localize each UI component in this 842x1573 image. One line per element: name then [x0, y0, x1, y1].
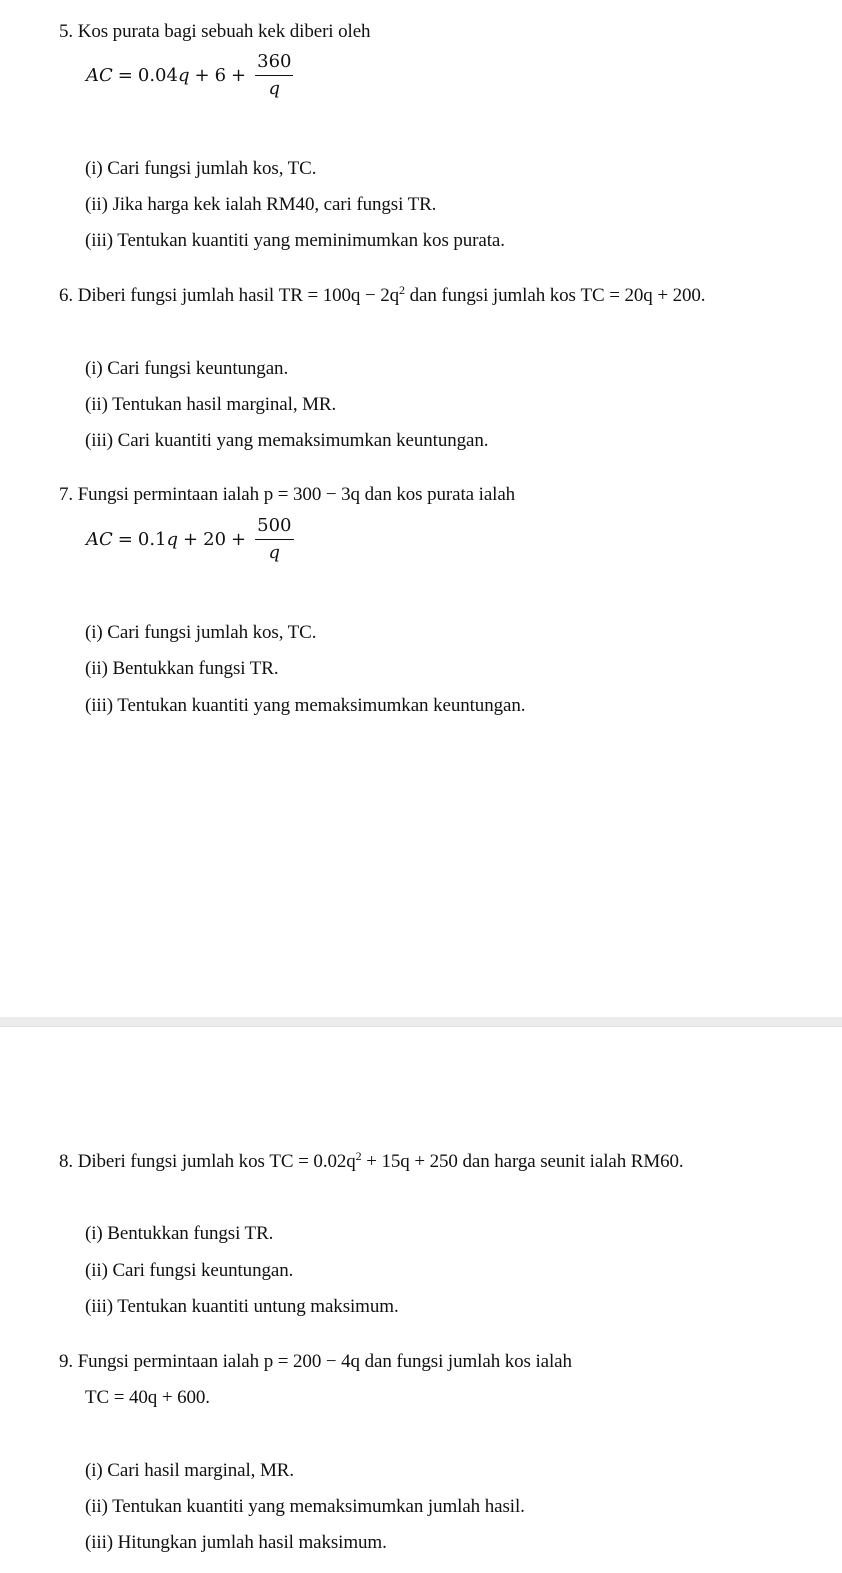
question-text: dan harga seunit ialah RM60. — [457, 1151, 684, 1172]
question-5-part-ii: (ii) Jika harga kek ialah RM40, cari fungsi TR. — [85, 194, 437, 215]
question-9-part-ii: (ii) Tentukan kuantiti yang memaksimumkan jumlah hasil. — [85, 1496, 525, 1517]
fraction-numerator: 500 — [255, 516, 293, 540]
question-text: dan fungsi jumlah kos ialah — [359, 1351, 572, 1372]
question-number: 5. — [59, 21, 74, 42]
question-text: dan fungsi jumlah kos — [404, 285, 581, 306]
page-break-separator — [0, 1017, 842, 1027]
eq-coefficient: 0.1 — [137, 529, 167, 550]
eq-coefficient: 0.04 — [137, 65, 178, 86]
question-number: 9. — [59, 1351, 74, 1372]
eq-plus: + — [231, 529, 247, 550]
question-7-part-i: (i) Cari fungsi jumlah kos, TC. — [85, 622, 317, 643]
eq-constant: 6 — [214, 65, 227, 86]
question-8-part-iii: (iii) Tentukan kuantiti untung maksimum. — [85, 1296, 399, 1317]
fraction-numerator: 360 — [255, 52, 293, 76]
eq-plus: + — [183, 529, 199, 550]
question-text: Fungsi permintaan ialah — [77, 1351, 264, 1372]
demand-formula: p = 300 − 3q — [263, 484, 360, 505]
eq-lhs: AC — [86, 529, 113, 550]
question-text: Kos purata bagi sebuah kek diberi oleh — [77, 21, 371, 42]
question-number: 7. — [59, 484, 74, 505]
question-5-part-i: (i) Cari fungsi jumlah kos, TC. — [85, 158, 317, 179]
fraction-denominator: q — [268, 78, 281, 99]
question-5-equation — [86, 52, 293, 99]
question-6-part-iii: (iii) Cari kuantiti yang memaksimumkan keuntungan. — [85, 430, 489, 451]
eq-plus: + — [194, 65, 210, 86]
question-9-stem — [59, 1351, 572, 1373]
question-number: 6. — [59, 285, 74, 306]
question-6-part-ii: (ii) Tentukan hasil marginal, MR. — [85, 394, 337, 415]
question-text: dan kos purata ialah — [359, 484, 516, 505]
question-9-part-iii: (iii) Hitungkan jumlah hasil maksimum. — [85, 1532, 387, 1553]
eq-lhs: AC — [86, 65, 113, 86]
question-text: Diberi fungsi jumlah kos — [77, 1151, 270, 1172]
eq-equals: = — [117, 65, 133, 86]
question-8-part-i: (i) Bentukkan fungsi TR. — [85, 1223, 274, 1244]
eq-variable: q — [177, 65, 190, 86]
question-5-part-iii: (iii) Tentukan kuantiti yang meminimumkan kos purata. — [85, 230, 505, 251]
tc-formula: TC = 0.02q — [269, 1151, 356, 1172]
question-6-stem — [59, 285, 705, 307]
question-7-part-ii: (ii) Bentukkan fungsi TR. — [85, 658, 279, 679]
eq-fraction — [255, 516, 293, 563]
tc-formula-rest: + 15q + 250 — [361, 1151, 458, 1172]
question-8-stem — [59, 1151, 684, 1173]
question-9-tc-formula: TC = 40q + 600. — [85, 1387, 210, 1408]
question-5-stem — [59, 21, 370, 43]
document-page-2 — [0, 1027, 842, 1573]
eq-equals: = — [117, 529, 133, 550]
question-7-stem — [59, 484, 515, 506]
question-9-part-i: (i) Cari hasil marginal, MR. — [85, 1460, 294, 1481]
question-7-part-iii: (iii) Tentukan kuantiti yang memaksimumkan keuntungan. — [85, 695, 526, 716]
eq-fraction — [255, 52, 293, 99]
tc-formula: TC = 20q + 200. — [580, 285, 706, 306]
eq-constant: 20 — [203, 529, 227, 550]
superscript: 2 — [355, 1149, 362, 1163]
question-text: Fungsi permintaan ialah — [77, 484, 264, 505]
superscript: 2 — [399, 283, 405, 297]
question-8-part-ii: (ii) Cari fungsi keuntungan. — [85, 1260, 294, 1281]
tr-formula: TR = 100q − 2q — [278, 285, 400, 306]
question-number: 8. — [59, 1151, 74, 1172]
demand-formula: p = 200 − 4q — [263, 1351, 360, 1372]
question-6-part-i: (i) Cari fungsi keuntungan. — [85, 358, 289, 379]
question-7-equation — [86, 516, 294, 563]
fraction-denominator: q — [268, 542, 281, 563]
eq-variable: q — [166, 529, 179, 550]
question-text: Diberi fungsi jumlah hasil — [77, 285, 279, 306]
eq-plus: + — [231, 65, 247, 86]
